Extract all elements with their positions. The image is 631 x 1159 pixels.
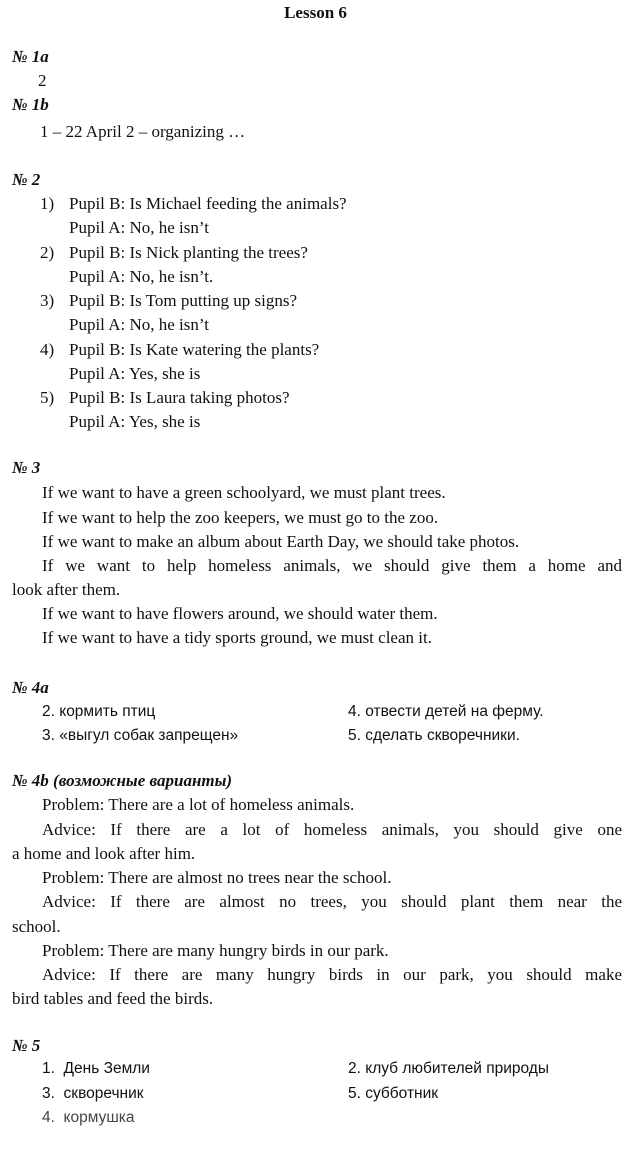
- text-line: look after them.: [12, 580, 121, 599]
- item-number: 2): [40, 243, 55, 262]
- pupil-a-line: Pupil A: Yes, she is: [69, 364, 201, 383]
- pupil-b-line: Pupil B: Is Tom putting up signs?: [69, 291, 298, 310]
- text-line: Problem: There are almost no trees near the school.: [42, 868, 392, 887]
- pupil-a-line: Pupil A: No, he isn’t: [69, 218, 209, 237]
- item-number: 5): [40, 388, 55, 407]
- text-line: If we want to make an album about Earth Day, we should take photos.: [42, 532, 520, 551]
- text-line: If we want to help homeless animals, we should give them a home and: [42, 556, 622, 575]
- pupil-b-line: Pupil B: Is Kate watering the plants?: [69, 340, 320, 359]
- exercise-4a-heading: № 4a: [12, 678, 49, 697]
- item-number: 4): [40, 340, 55, 359]
- text-line: a home and look after him.: [12, 844, 196, 863]
- pupil-a-line: Pupil A: No, he isn’t: [69, 315, 209, 334]
- list-item: 4. кормушка: [42, 1109, 135, 1126]
- exercise-3-heading: № 3: [12, 458, 41, 477]
- item-number: 1): [40, 194, 55, 213]
- list-item: 2. клуб любителей природы: [348, 1060, 549, 1077]
- list-item: 1. День Земли: [42, 1060, 150, 1077]
- text-line: If we want to have flowers around, we should water them.: [42, 604, 438, 623]
- pupil-b-line: Pupil B: Is Laura taking photos?: [69, 388, 290, 407]
- item-number: 3): [40, 291, 55, 310]
- text-line: If we want to have a tidy sports ground, we must clean it.: [42, 628, 432, 647]
- exercise-1b-heading: № 1b: [12, 95, 49, 114]
- pupil-b-line: Pupil B: Is Michael feeding the animals?: [69, 194, 347, 213]
- text-line: Advice: If there are a lot of homeless animals, you should give one: [42, 820, 622, 839]
- pupil-b-line: Pupil B: Is Nick planting the trees?: [69, 243, 308, 262]
- list-item: 5. сделать скворечники.: [348, 727, 520, 744]
- exercise-5-heading: № 5: [12, 1036, 41, 1055]
- text-line: If we want to have a green schoolyard, we must plant trees.: [42, 483, 446, 502]
- exercise-1a-heading: № 1a: [12, 47, 49, 66]
- text-line: Problem: There are a lot of homeless animals.: [42, 795, 355, 814]
- text-line: school.: [12, 917, 61, 936]
- exercise-1b-answer: 1 – 22 April 2 – organizing …: [40, 122, 246, 141]
- list-item: 2. кормить птиц: [42, 703, 156, 720]
- page-title: Lesson 6: [284, 3, 347, 22]
- text-line: Problem: There are many hungry birds in our park.: [42, 941, 389, 960]
- list-item: 3. скворечник: [42, 1085, 144, 1102]
- exercise-2-heading: № 2: [12, 170, 41, 189]
- list-item: 4. отвести детей на ферму.: [348, 703, 544, 720]
- pupil-a-line: Pupil A: No, he isn’t.: [69, 267, 214, 286]
- exercise-4b-heading: № 4b (возможные варианты): [12, 771, 233, 790]
- text-line: If we want to help the zoo keepers, we must go to the zoo.: [42, 508, 439, 527]
- exercise-1a-answer: 2: [38, 71, 47, 90]
- text-line: Advice: If there are many hungry birds in our park, you should make: [42, 965, 622, 984]
- list-item: 5. субботник: [348, 1085, 439, 1102]
- text-line: bird tables and feed the birds.: [12, 989, 214, 1008]
- list-item: 3. «выгул собак запрещен»: [42, 727, 239, 744]
- text-line: Advice: If there are almost no trees, you should plant them near the: [42, 892, 622, 911]
- pupil-a-line: Pupil A: Yes, she is: [69, 412, 201, 431]
